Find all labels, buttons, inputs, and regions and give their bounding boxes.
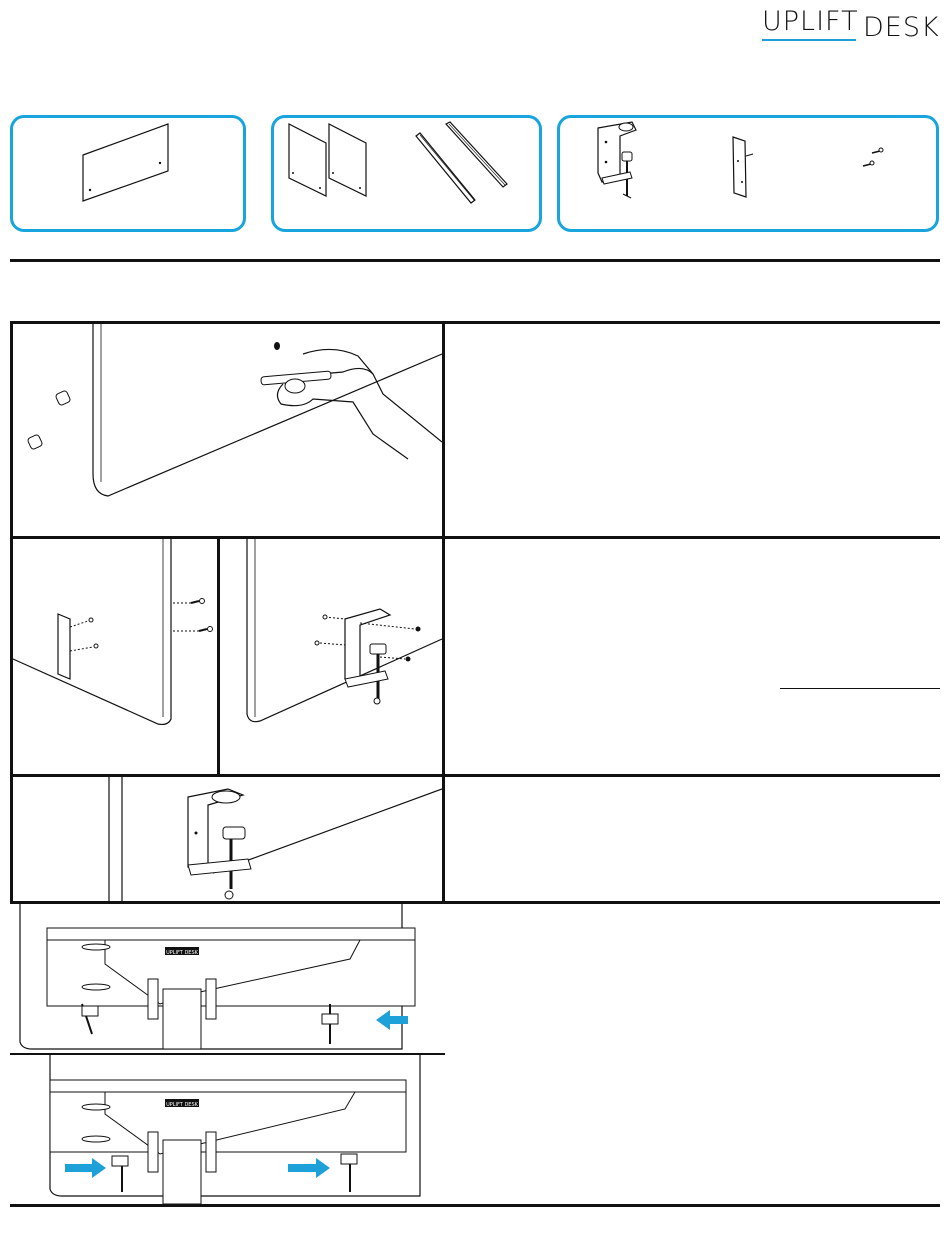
step-2b-illustration-frame bbox=[217, 536, 445, 777]
privacy-panel-icon bbox=[13, 118, 243, 229]
parts-box-panel bbox=[10, 115, 246, 232]
mark-holes-with-pen-icon bbox=[13, 324, 442, 536]
text-underline bbox=[780, 688, 940, 689]
step-divider-1 bbox=[442, 536, 940, 539]
desk-badge-lower: UPLIFT DESK bbox=[166, 1102, 198, 1108]
step-divider-2 bbox=[442, 774, 940, 777]
step-2a-illustration-frame bbox=[10, 536, 220, 777]
step-1-illustration-frame bbox=[10, 321, 445, 539]
parts-box-side-panels bbox=[271, 115, 542, 232]
slide-clamps-under-desk-icon bbox=[10, 904, 445, 1204]
bottom-rule bbox=[10, 1204, 940, 1207]
step-4-illustration bbox=[10, 904, 445, 1204]
clamp-attach-icon bbox=[220, 539, 442, 774]
side-panels-and-rails-icon bbox=[274, 118, 539, 229]
desk-badge-upper: UPLIFT DESK bbox=[166, 950, 198, 956]
logo-desk-text: DESK bbox=[863, 12, 940, 43]
logo-uplift-text: UPLIFT bbox=[762, 6, 859, 37]
section-divider bbox=[10, 259, 940, 262]
attach-plate-and-clamp-icon bbox=[13, 539, 217, 774]
step-3-illustration-frame bbox=[10, 774, 445, 904]
logo-underline bbox=[762, 39, 856, 41]
clamp-installed-icon bbox=[13, 777, 442, 901]
step-divider-3 bbox=[442, 901, 940, 904]
clamp-bracket-and-hardware-icon bbox=[560, 118, 936, 229]
parts-box-hardware bbox=[557, 115, 939, 232]
